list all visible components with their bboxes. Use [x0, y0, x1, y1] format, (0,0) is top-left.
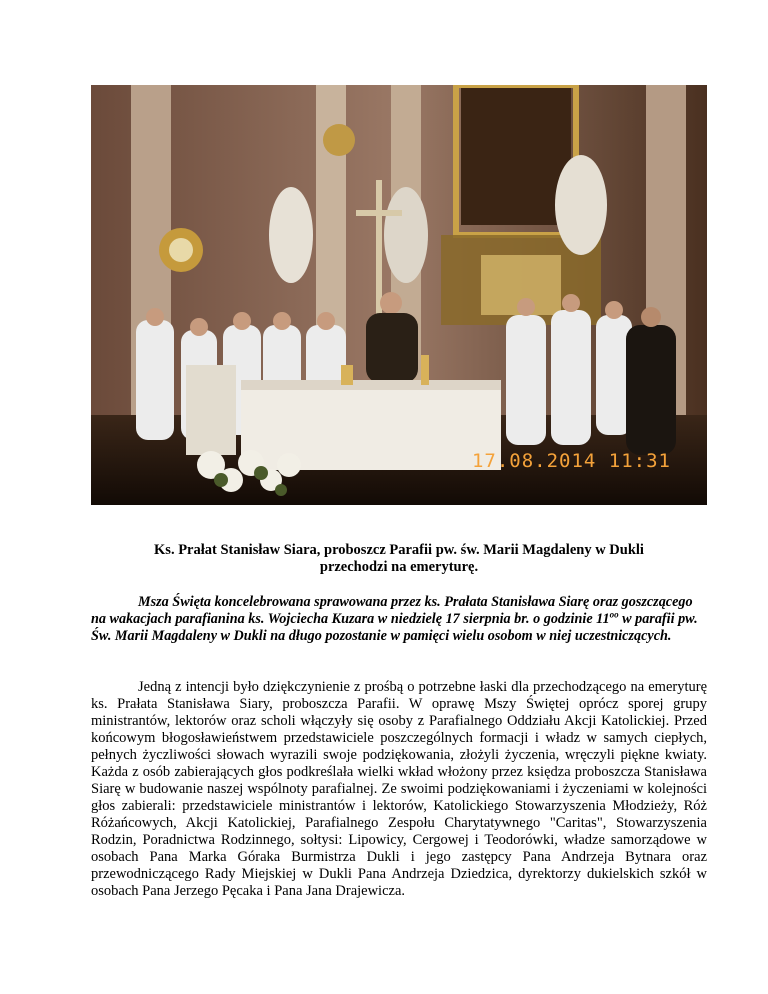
photo-scene: [91, 85, 707, 505]
photo-timestamp: 17.08.2014 11:31: [471, 450, 671, 472]
body-paragraph: [91, 679, 707, 900]
church-altar-photo: [91, 85, 707, 505]
lead-paragraph: [91, 594, 707, 645]
article-caption: [91, 542, 707, 576]
caption-line-2: przechodzi na emeryturę.: [319, 559, 479, 575]
lead-text-part-2: w parafii pw. Św. Marii Magdaleny w Dukli na długo pozostanie w pamięci wielu osobom w niej uczestniczących.: [91, 611, 698, 644]
body-text: Jedną z intencji było dziękczynienie z prośbą o potrzebne łaski dla przechodzącego na emeryturę ks. Prałata Stanisława Siary, proboszcza Parafii. W oprawę Mszy Świętej oprócz sporej grupy ministrantów, lektorów oraz scholi włączyły się osoby z Parafialnego Oddziału Akcji Katolickiej. Przed końcowym błogosławieństwem przedstawiciele poszczególnych formacji i władz w samych ciepłych, pełnych życzliwości słowach wyrazili swoje podziękowania, złożyli życzenia, wręczyli piękne kwiaty. Każda z osób zabierających głos podkreślała wielki wkład włożony przez księdza proboszcza Stanisława Siarę w budowanie naszej wspólnoty parafialnej. Ze swoimi podziękowaniami i życzeniami w kolejności głos zabierali: przedstawiciele ministrantów i lektorów, Katolickiego Stowarzyszenia Młodzieży, Róż Różańcowych, Akcji Katolickiej, Parafialnego Zespołu Charytatywnego "Caritas", Stowarzyszenia Rodzin, Poradnictwa Rodzinnego, sołtysi: Lipowicy, Cergowej i Teodorówki, władze samorządowe w osobach Pana Marka Góraka Burmistrza Dukli i jego zastępcy Pana Andrzeja Bytnara oraz przewodniczącego Rady Miejskiej w Dukli Pana Andrzeja Dziedzica, dyrektorzy dukielskich szkół w osobach Pana Jerzego Pęcaka i Pana Jana Drajewicza.: [91, 679, 707, 899]
lead-text-part-1: Msza Święta koncelebrowana sprawowana przez ks. Prałata Stanisława Siarę oraz goszczącego na wakacjach parafianina ks. Wojciecha Kuzara w niedzielę 17 sierpnia br. o godzinie 11: [91, 594, 693, 627]
lead-superscript: oo: [609, 609, 619, 620]
caption-line-1: Ks. Prałat Stanisław Siara, proboszcz Parafii pw. św. Marii Magdaleny w Dukli: [154, 542, 644, 558]
